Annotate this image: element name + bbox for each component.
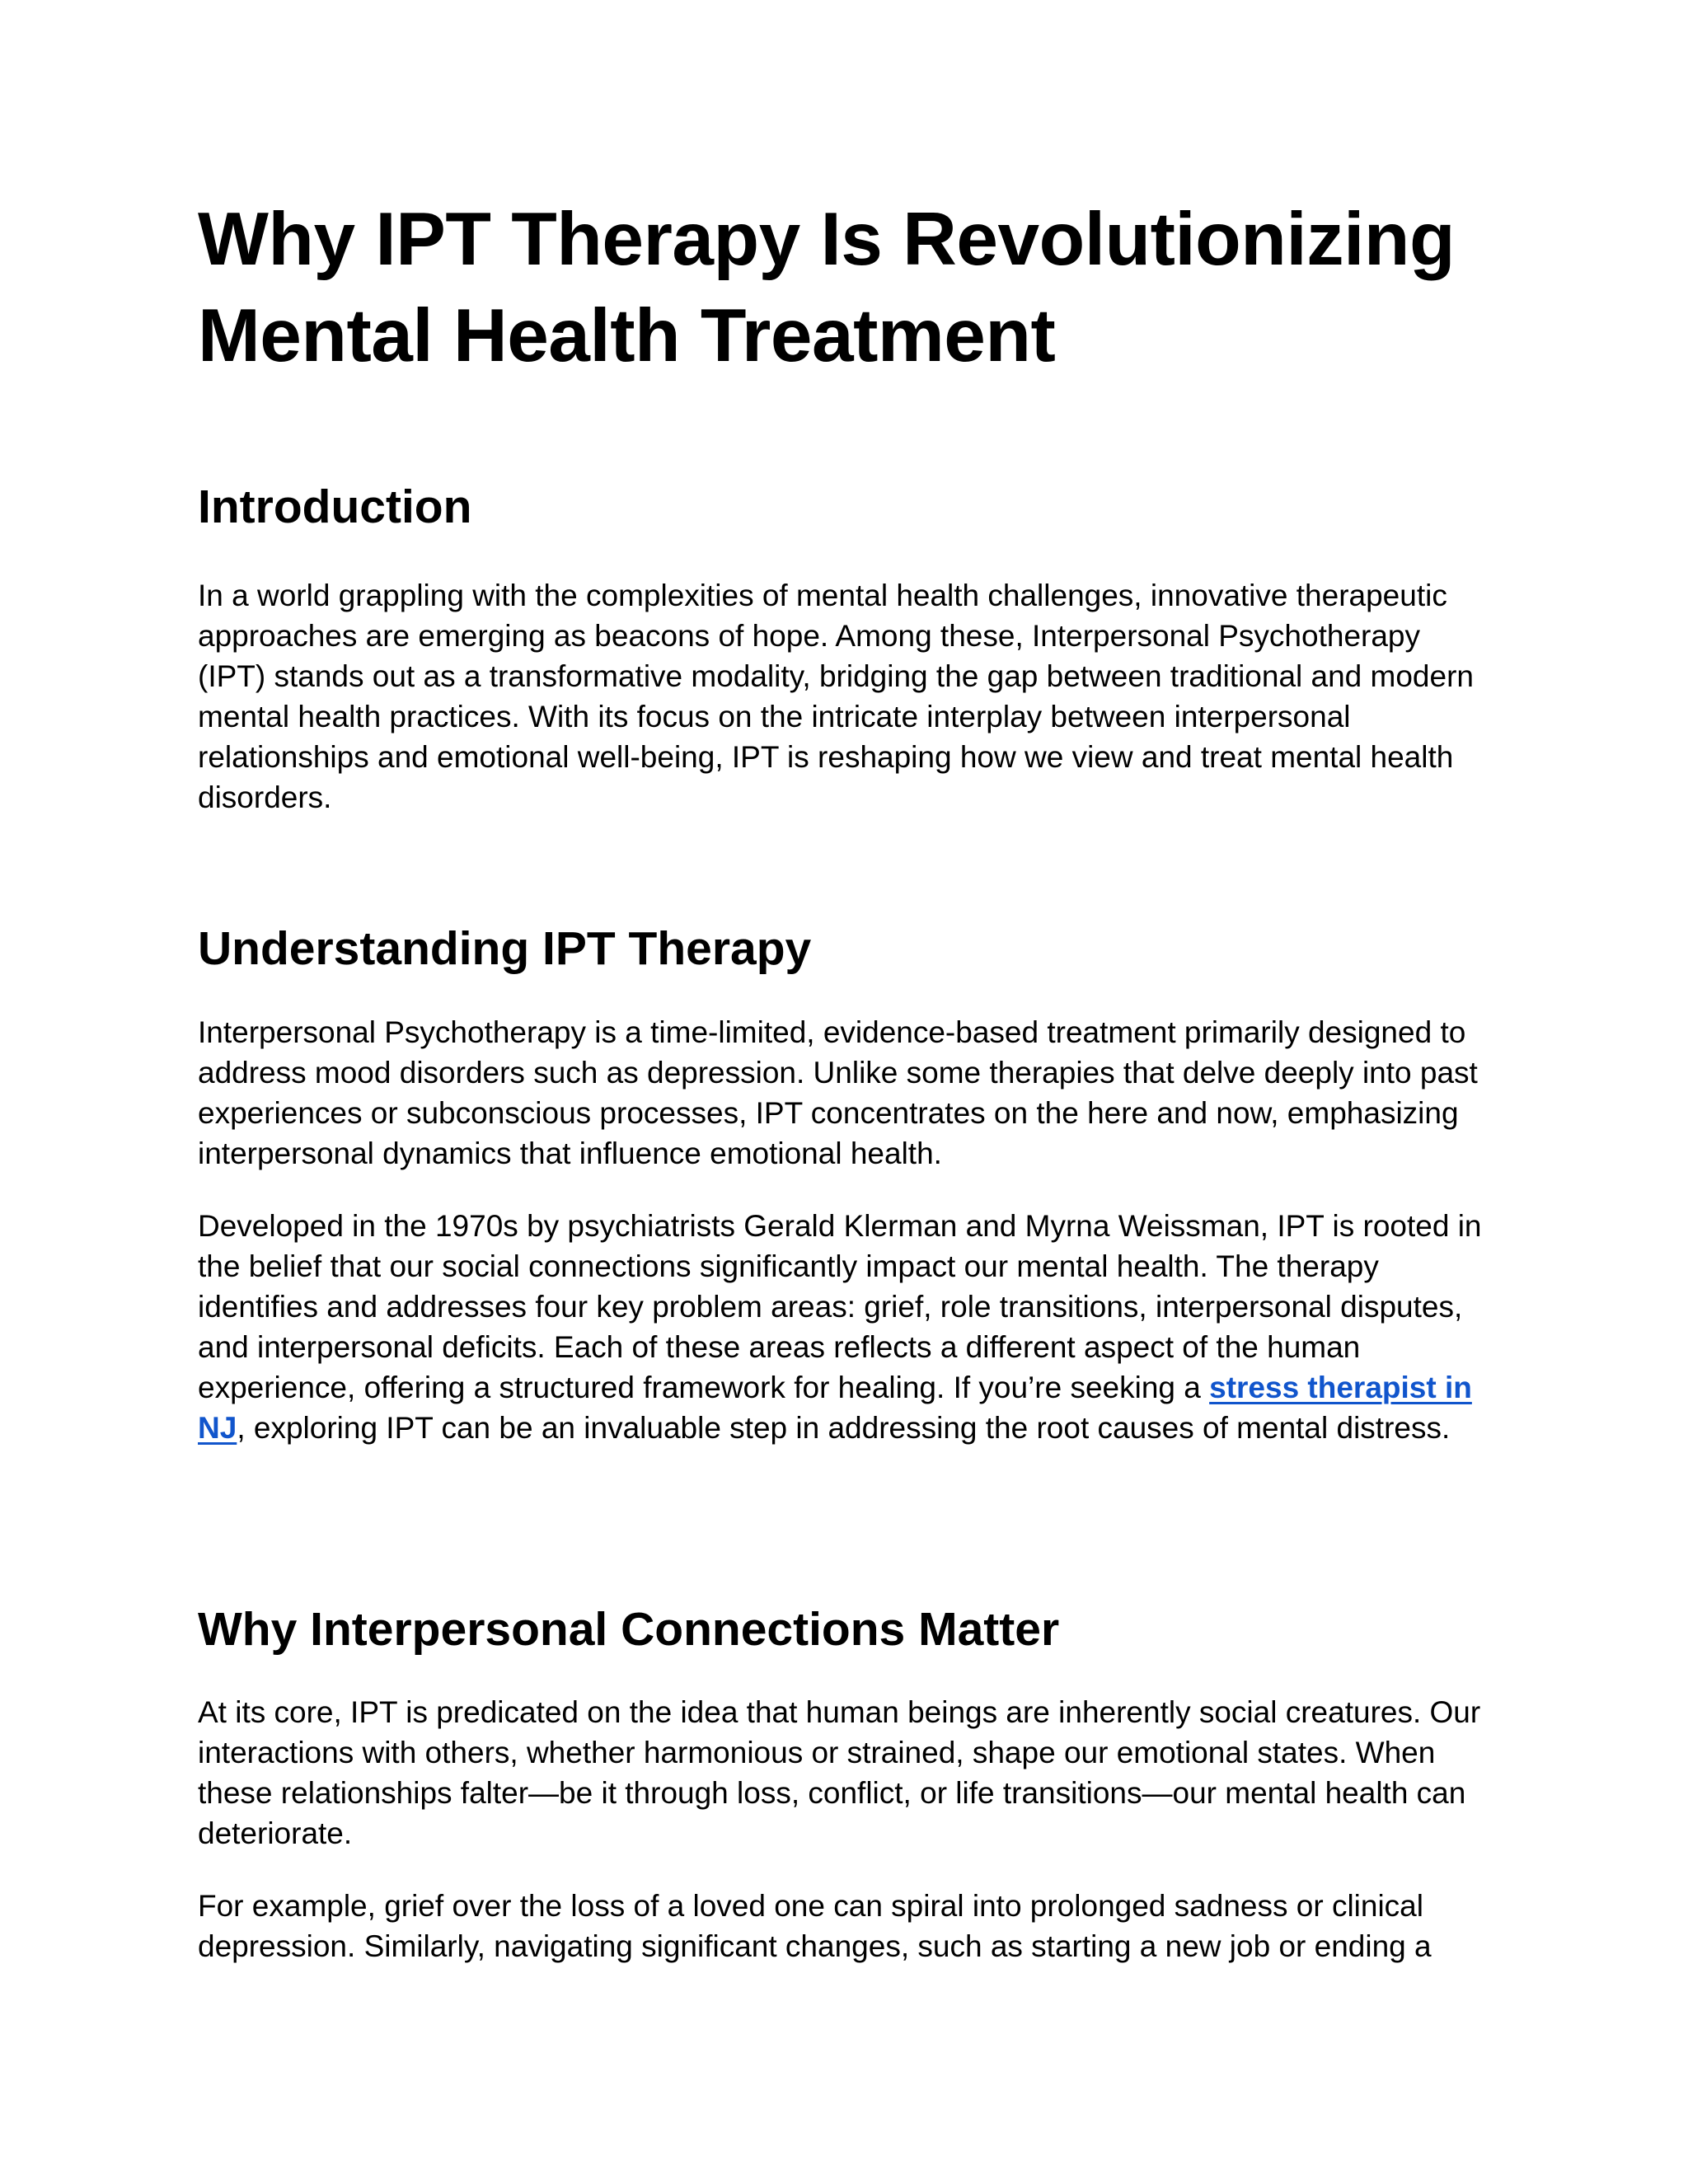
- paragraph-line: address mood disorders such as depression. Unlike some therapies that delve deeply into past: [198, 1056, 1478, 1090]
- paragraph-line: mental health practices. With its focus on the intricate interplay between interpersonal: [198, 700, 1351, 733]
- document-title: [198, 191, 1517, 384]
- paragraph-line: At its core, IPT is predicated on the idea that human beings are inherently social creatures. Our: [198, 1695, 1481, 1729]
- stress-therapist-link-continued[interactable]: NJ: [198, 1411, 237, 1445]
- section-heading-understanding-ipt: Understanding IPT Therapy: [198, 922, 812, 975]
- paragraph-line: (IPT) stands out as a transformative modality, bridging the gap between traditional and modern: [198, 659, 1474, 693]
- paragraph-line: approaches are emerging as beacons of hope. Among these, Interpersonal Psychotherapy: [198, 619, 1420, 653]
- title-line: Mental Health Treatment: [198, 294, 1056, 377]
- paragraph-line: the belief that our social connections significantly impact our mental health. The therapy: [198, 1249, 1379, 1283]
- paragraph-line: deteriorate.: [198, 1816, 353, 1850]
- paragraph-line: experiences or subconscious processes, IPT concentrates on the here and now, emphasizing: [198, 1096, 1459, 1130]
- paragraph-line: disorders.: [198, 780, 332, 814]
- paragraph-line: identifies and addresses four key problem areas: grief, role transitions, interpersonal disputes,: [198, 1290, 1463, 1324]
- paragraph-line: interactions with others, whether harmonious or strained, shape our emotional states. When: [198, 1736, 1436, 1769]
- paragraph: [198, 1886, 1492, 1966]
- paragraph: [198, 575, 1492, 818]
- paragraph-text: , exploring IPT can be an invaluable step in addressing the root causes of mental distress.: [237, 1411, 1451, 1445]
- title-line: Why IPT Therapy Is Revolutionizing: [198, 198, 1456, 281]
- paragraph-line: interpersonal dynamics that influence emotional health.: [198, 1137, 942, 1170]
- paragraph: [198, 1692, 1492, 1854]
- paragraph-line: relationships and emotional well-being, IPT is reshaping how we view and treat mental health: [198, 740, 1454, 774]
- section-heading-interpersonal-connections: Why Interpersonal Connections Matter: [198, 1603, 1060, 1656]
- paragraph-line: depression. Similarly, navigating significant changes, such as starting a new job or ending a: [198, 1929, 1432, 1963]
- section-heading-introduction: Introduction: [198, 480, 472, 533]
- paragraph: [198, 1206, 1492, 1448]
- paragraph-line: [198, 1367, 1492, 1408]
- paragraph-line: Developed in the 1970s by psychiatrists Gerald Klerman and Myrna Weissman, IPT is rooted in: [198, 1209, 1482, 1243]
- paragraph-line: In a world grappling with the complexities of mental health challenges, innovative therapeutic: [198, 579, 1447, 612]
- paragraph-line: [198, 1408, 1492, 1448]
- paragraph-line: these relationships falter—be it through loss, conflict, or life transitions—our mental health can: [198, 1776, 1466, 1810]
- stress-therapist-link[interactable]: stress therapist in: [1209, 1371, 1472, 1404]
- paragraph-line: and interpersonal deficits. Each of these areas reflects a different aspect of the human: [198, 1330, 1361, 1364]
- paragraph-line: Interpersonal Psychotherapy is a time-limited, evidence-based treatment primarily designed to: [198, 1015, 1466, 1049]
- paragraph-line: For example, grief over the loss of a loved one can spiral into prolonged sadness or clinical: [198, 1889, 1423, 1923]
- paragraph: [198, 1012, 1492, 1174]
- paragraph-text: experience, offering a structured framework for healing. If you’re seeking a: [198, 1371, 1210, 1404]
